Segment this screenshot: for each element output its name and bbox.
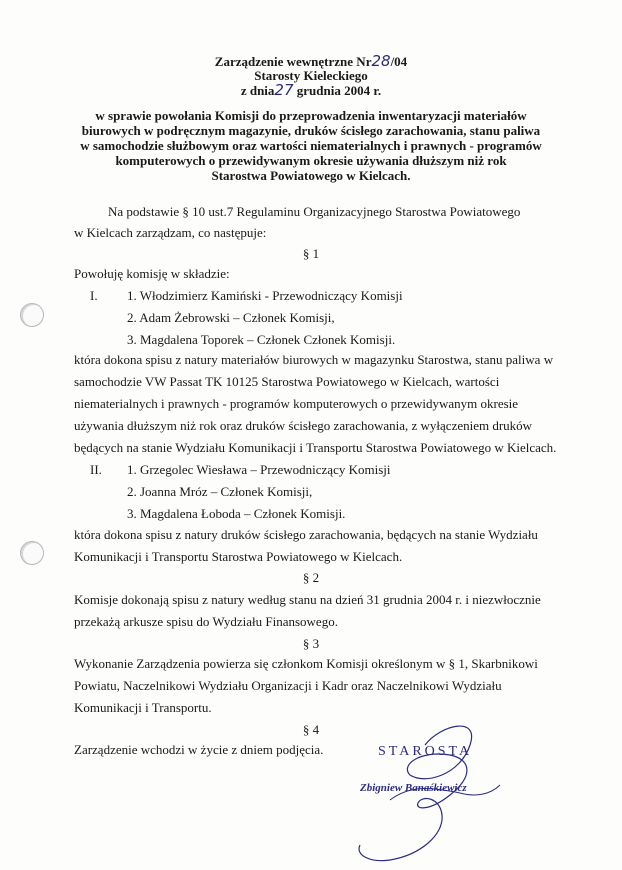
subject-line: komputerowych o przewidywanym okresie używania dłuższym niż rok — [115, 153, 507, 168]
heading-line-2: Starosty Kieleckiego — [254, 68, 368, 83]
group-2-member: 1. Grzegolec Wiesława – Przewodniczący Komisji — [127, 462, 391, 477]
section-4-header: § 4 — [302, 722, 320, 737]
section-4-line: Zarządzenie wchodzi w życie z dniem podjęcia. — [74, 742, 324, 757]
section-3-line: Komunikacji i Transportu. — [74, 700, 212, 715]
document-subject — [0, 108, 622, 183]
punch-hole-bottom — [20, 541, 44, 565]
group-1-description-line: używania dłuższym niż rok oraz druków ścisłego zarachowania, z wyłączeniem druków — [74, 418, 533, 433]
subject-line: w sprawie powołania Komisji do przeprowadzenia inwentaryzacji materiałów — [95, 108, 527, 123]
group-1-member: 1. Włodzimierz Kamiński - Przewodniczący Komisji — [127, 288, 403, 303]
section-3-header: § 3 — [302, 636, 320, 651]
signatory-name-stamp: Zbigniew Banaśkiewicz — [360, 782, 467, 794]
group-1-description-line: będących na stanie Wydziału Komunikacji i Transportu Starostwa Powiatowego w Kielcach. — [74, 440, 557, 455]
punch-hole-top — [20, 303, 44, 327]
group-1-description-line: która dokona spisu z natury materiałów biurowych w magazynku Starostwa, stanu paliwa w — [74, 352, 554, 367]
subject-line: Starostwa Powiatowego w Kielcach. — [211, 168, 411, 183]
basis-line: Na podstawie § 10 ust.7 Regulaminu Organizacyjnego Starostwa Powiatowego — [108, 204, 521, 219]
section-3-line: Wykonanie Zarządzenia powierza się członkom Komisji określonym w § 1, Skarbnikowi — [74, 656, 538, 671]
subject-line: w samochodzie służbowym oraz wartości niematerialnych i prawnych - programów — [80, 138, 542, 153]
group-1-numeral: I. — [90, 288, 98, 303]
group-2-member: 2. Joanna Mróz – Członek Komisji, — [127, 484, 313, 499]
group-1-member: 2. Adam Żebrowski – Członek Komisji, — [127, 310, 335, 325]
section-1-header: § 1 — [302, 246, 320, 261]
subject-line: biurowych w podręcznym magazynie, druków ścisłego zarachowania, stanu paliwa — [81, 123, 541, 138]
section-1-intro: Powołuję komisję w składzie: — [74, 266, 230, 281]
group-1-member: 3. Magdalena Toporek – Członek Członek Komisji. — [127, 332, 396, 347]
section-2-line: Komisje dokonają spisu z natury według stanu na dzień 31 grudnia 2004 r. i niezwłocznie — [74, 592, 541, 607]
group-2-description-line: która dokona spisu z natury druków ścisłego zarachowania, będących na stanie Wydziału — [74, 527, 538, 542]
handwritten-day: 27 — [274, 81, 294, 99]
document-heading — [0, 54, 622, 98]
group-1-description-line: samochodzie VW Passat TK 10125 Starostwa Powiatowego w Kielcach, wartości — [74, 374, 500, 389]
section-2-line: przekażą arkusze spisu do Wydziału Finansowego. — [74, 614, 338, 629]
handwritten-signature — [330, 715, 520, 865]
heading-line-3: z dnia27 grudnia 2004 r. — [240, 81, 382, 99]
group-2-member: 3. Magdalena Łoboda – Członek Komisji. — [127, 506, 346, 521]
group-2-description-line: Komunikacji i Transportu Starostwa Powiatowego w Kielcach. — [74, 549, 403, 564]
starosta-stamp: STAROSTA — [378, 744, 473, 759]
group-1-description-line: niematerialnych i prawnych - programów komputerowych o przewidywanym okresie — [74, 396, 519, 411]
heading-line-1: Zarządzenie wewnętrzne Nr28/04 — [214, 52, 408, 70]
basis-line: w Kielcach zarządzam, co następuje: — [74, 225, 267, 240]
handwritten-number: 28 — [371, 52, 391, 70]
section-3-line: Powiatu, Naczelnikowi Wydziału Organizacji i Kadr oraz Naczelnikowi Wydziału — [74, 678, 502, 693]
group-2-numeral: II. — [90, 462, 102, 477]
section-2-header: § 2 — [302, 570, 320, 585]
